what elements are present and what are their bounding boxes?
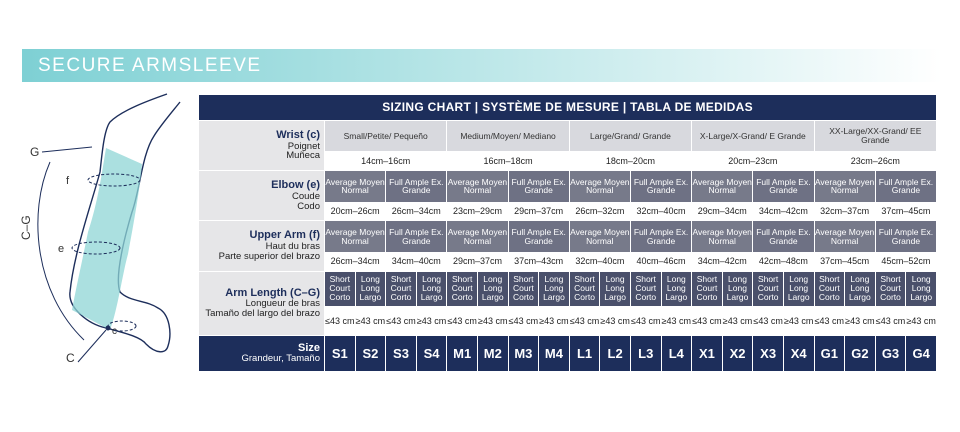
elbow-range: 20cm–26cm <box>325 202 386 221</box>
size-label: Size <box>297 341 320 354</box>
fit-average: Average Moyen Normal <box>569 221 630 252</box>
length-ge-43: ≥43 cm <box>722 307 753 336</box>
upper-arm-range: 29cm–37cm <box>447 252 508 271</box>
size-code: L3 <box>630 336 661 372</box>
elbow-header <box>199 171 325 221</box>
arm-length-type-row <box>199 271 937 307</box>
wrist-range: 23cm–26cm <box>814 152 937 171</box>
wrist-range: 20cm–23cm <box>692 152 814 171</box>
fit-full: Full Ample Ex. Grande <box>875 171 936 202</box>
size-code: S1 <box>325 336 356 372</box>
length-le-43: ≤43 cm <box>325 307 356 336</box>
length-ge-43: ≥43 cm <box>661 307 692 336</box>
category-small: Small/Petite/ Pequeño <box>325 121 447 152</box>
size-code: G3 <box>875 336 906 372</box>
size-code: G1 <box>814 336 845 372</box>
size-code: X4 <box>783 336 814 372</box>
size-code: M4 <box>539 336 570 372</box>
fit-average: Average Moyen Normal <box>814 221 875 252</box>
upper-arm-label-fr: Haut du bras <box>265 240 320 252</box>
size-code: L4 <box>661 336 692 372</box>
length-short: Short Court Corto <box>325 271 356 307</box>
size-header <box>199 336 325 372</box>
length-short: Short Court Corto <box>386 271 417 307</box>
length-long: Long Long Largo <box>906 271 937 307</box>
elbow-fit-row <box>199 171 937 202</box>
length-long: Long Long Largo <box>539 271 570 307</box>
size-code: M3 <box>508 336 539 372</box>
elbow-label-es: Codo <box>297 200 320 212</box>
label-c: c <box>112 326 117 337</box>
fit-full: Full Ample Ex. Grande <box>630 221 691 252</box>
upper-arm-label: Upper Arm (f) <box>249 229 320 242</box>
length-short: Short Court Corto <box>753 271 784 307</box>
length-long: Long Long Largo <box>783 271 814 307</box>
upper-arm-range: 32cm–40cm <box>569 252 630 271</box>
size-code: X1 <box>692 336 723 372</box>
size-code: M1 <box>447 336 478 372</box>
chart-title: SIZING CHART | SYSTÈME DE MESURE | TABLA DE MEDIDAS <box>199 95 937 121</box>
length-long: Long Long Largo <box>416 271 447 307</box>
length-short: Short Court Corto <box>875 271 906 307</box>
size-code: L2 <box>600 336 631 372</box>
elbow-range: 32cm–37cm <box>814 202 875 221</box>
length-le-43: ≤43 cm <box>569 307 600 336</box>
length-short: Short Court Corto <box>508 271 539 307</box>
category-large: Large/Grand/ Grande <box>569 121 691 152</box>
elbow-range: 29cm–37cm <box>508 202 569 221</box>
fit-full: Full Ample Ex. Grande <box>753 221 814 252</box>
length-le-43: ≤43 cm <box>386 307 417 336</box>
fit-full: Full Ample Ex. Grande <box>386 171 447 202</box>
label-c-upper: C <box>66 351 75 365</box>
size-code-row <box>199 336 937 372</box>
length-le-43: ≤43 cm <box>447 307 478 336</box>
wrist-range: 18cm–20cm <box>569 152 691 171</box>
wrist-label: Wrist (c) <box>276 128 320 141</box>
size-code: G4 <box>906 336 937 372</box>
sizing-chart <box>198 94 937 372</box>
fit-full: Full Ample Ex. Grande <box>875 221 936 252</box>
fit-full: Full Ample Ex. Grande <box>508 221 569 252</box>
length-long: Long Long Largo <box>661 271 692 307</box>
length-short: Short Court Corto <box>447 271 478 307</box>
wrist-header <box>199 121 325 171</box>
length-short: Short Court Corto <box>814 271 845 307</box>
category-xxlarge: XX-Large/XX-Grand/ EE Grande <box>814 121 937 152</box>
arm-length-label-fr: Longueur de bras <box>245 298 320 310</box>
elbow-label-fr: Coude <box>292 190 320 202</box>
arm-length-label: Arm Length (C–G) <box>225 286 320 299</box>
fit-average: Average Moyen Normal <box>325 221 386 252</box>
fit-average: Average Moyen Normal <box>569 171 630 202</box>
length-ge-43: ≥43 cm <box>416 307 447 336</box>
wrist-label-es: Muñeca <box>286 150 320 162</box>
chart-title-row <box>199 95 937 121</box>
elbow-range: 34cm–42cm <box>753 202 814 221</box>
fit-average: Average Moyen Normal <box>692 171 753 202</box>
elbow-label: Elbow (e) <box>271 179 320 192</box>
fit-full: Full Ample Ex. Grande <box>508 171 569 202</box>
wrist-range: 16cm–18cm <box>447 152 569 171</box>
label-e: e <box>58 243 65 255</box>
length-short: Short Court Corto <box>630 271 661 307</box>
elbow-range: 26cm–34cm <box>386 202 447 221</box>
upper-arm-fit-row <box>199 221 937 252</box>
length-short: Short Court Corto <box>692 271 723 307</box>
length-ge-43: ≥43 cm <box>355 307 386 336</box>
fit-full: Full Ample Ex. Grande <box>386 221 447 252</box>
label-cg: C–G <box>19 215 33 240</box>
length-le-43: ≤43 cm <box>814 307 845 336</box>
arm-measurement-diagram <box>19 92 198 382</box>
elbow-range: 32cm–40cm <box>630 202 691 221</box>
length-le-43: ≤43 cm <box>753 307 784 336</box>
upper-arm-range: 42cm–48cm <box>753 252 814 271</box>
length-long: Long Long Largo <box>722 271 753 307</box>
size-code: M2 <box>477 336 508 372</box>
category-medium: Medium/Moyen/ Mediano <box>447 121 569 152</box>
length-ge-43: ≥43 cm <box>600 307 631 336</box>
upper-arm-range: 45cm–52cm <box>875 252 936 271</box>
arm-length-label-es: Tamaño del largo del brazo <box>205 308 320 320</box>
fit-full: Full Ample Ex. Grande <box>753 171 814 202</box>
elbow-range: 37cm–45cm <box>875 202 936 221</box>
elbow-range: 26cm–32cm <box>569 202 630 221</box>
length-ge-43: ≥43 cm <box>783 307 814 336</box>
arm-length-header <box>199 271 325 336</box>
upper-arm-range: 40cm–46cm <box>630 252 691 271</box>
upper-arm-header <box>199 221 325 271</box>
size-code: S2 <box>355 336 386 372</box>
length-ge-43: ≥43 cm <box>845 307 876 336</box>
upper-arm-range: 37cm–43cm <box>508 252 569 271</box>
upper-arm-range: 34cm–40cm <box>386 252 447 271</box>
fit-average: Average Moyen Normal <box>692 221 753 252</box>
wrist-range: 14cm–16cm <box>325 152 447 171</box>
upper-arm-range: 37cm–45cm <box>814 252 875 271</box>
length-le-43: ≤43 cm <box>508 307 539 336</box>
length-ge-43: ≥43 cm <box>906 307 937 336</box>
fit-average: Average Moyen Normal <box>325 171 386 202</box>
fit-full: Full Ample Ex. Grande <box>630 171 691 202</box>
fit-average: Average Moyen Normal <box>447 221 508 252</box>
product-banner <box>22 49 942 82</box>
upper-arm-range: 34cm–42cm <box>692 252 753 271</box>
wrist-category-row <box>199 121 937 152</box>
elbow-range: 23cm–29cm <box>447 202 508 221</box>
fit-average: Average Moyen Normal <box>447 171 508 202</box>
length-le-43: ≤43 cm <box>630 307 661 336</box>
wrist-label-fr: Poignet <box>287 140 320 152</box>
upper-arm-label-es: Parte superior del brazo <box>218 250 320 262</box>
length-ge-43: ≥43 cm <box>539 307 570 336</box>
length-short: Short Court Corto <box>569 271 600 307</box>
elbow-range: 29cm–34cm <box>692 202 753 221</box>
length-long: Long Long Largo <box>845 271 876 307</box>
size-code: G2 <box>845 336 876 372</box>
length-long: Long Long Largo <box>355 271 386 307</box>
size-code: S4 <box>416 336 447 372</box>
length-long: Long Long Largo <box>600 271 631 307</box>
label-g: G <box>30 145 40 159</box>
category-xlarge: X-Large/X-Grand/ E Grande <box>692 121 814 152</box>
size-label-sub: Grandeur, Tamaño <box>241 353 320 365</box>
fit-average: Average Moyen Normal <box>814 171 875 202</box>
length-ge-43: ≥43 cm <box>477 307 508 336</box>
size-code: S3 <box>386 336 417 372</box>
product-title: SECURE ARMSLEEVE <box>38 55 262 76</box>
label-f: f <box>66 175 70 187</box>
size-code: X3 <box>753 336 784 372</box>
size-code: L1 <box>569 336 600 372</box>
length-le-43: ≤43 cm <box>692 307 723 336</box>
length-le-43: ≤43 cm <box>875 307 906 336</box>
length-long: Long Long Largo <box>477 271 508 307</box>
size-code: X2 <box>722 336 753 372</box>
upper-arm-range: 26cm–34cm <box>325 252 386 271</box>
